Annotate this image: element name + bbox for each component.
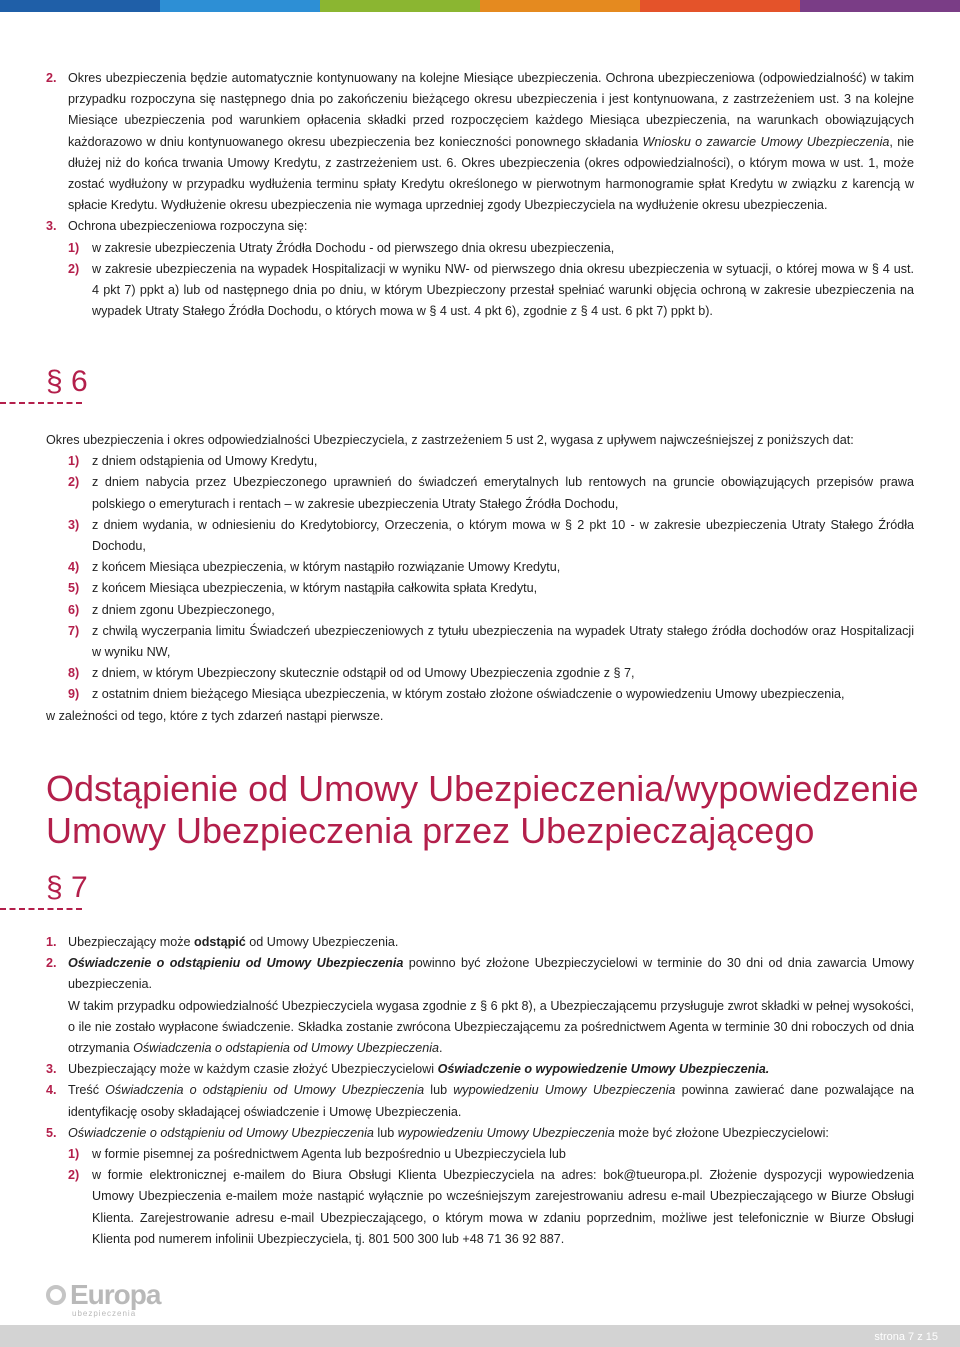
text-run-bold-italic: Oświadczenie o wypowiedzenie Umowy Ubezpieczenia. xyxy=(437,1062,770,1077)
list-item xyxy=(68,1144,914,1165)
text-run-italic: Oświadczenia o odstąpieniu od Umowy Ubezpieczenia xyxy=(105,1083,425,1098)
list-item-text: w formie elektronicznej e-mailem do Biura Obsługi Klienta Ubezpieczyciela na adres: bok@tueuropa.pl. Złożenie dyspozycji wypowiedzenia Umowy Ubezpieczenia e-mailem może nastąpić wyłącznie po wcześniejszym zarejestrowaniu adresu e-mail Ubezpieczającego w Biurze Obsługi Klienta. Zarejestrowanie adresu e-mail Ubezpieczającego, o którym mowa w zdaniu poprzednim, możliwe jest telefonicznie w Biurze Obsługi Klienta pod numerem infolinii Ubezpieczyciela, tj. 801 500 300 lub +48 71 36 92 887. xyxy=(92,1168,914,1246)
list-item-number: 1) xyxy=(68,454,80,469)
bar-segment-blue xyxy=(0,0,160,12)
text-run: Ubezpieczający może xyxy=(68,935,194,949)
s7-paragraph-5 xyxy=(46,1123,914,1144)
text-run: powinno być złożone Ubezpieczycielowi w terminie do 30 dni od dnia zawarcia Umowy ubezpieczenia. xyxy=(68,956,915,992)
paragraph-text xyxy=(68,932,914,953)
section-7-body xyxy=(46,932,914,1250)
paragraph-text xyxy=(68,68,914,216)
bar-segment-green xyxy=(320,0,480,12)
list-item-number: 2) xyxy=(68,1168,80,1183)
list-item xyxy=(68,238,914,259)
paragraph-number: 2. xyxy=(46,956,57,971)
paragraph-text xyxy=(68,1080,914,1122)
europa-logo xyxy=(46,1279,166,1318)
paragraph-text xyxy=(68,1123,914,1144)
section-7-divider xyxy=(0,908,82,910)
text-run-italic: wypowiedzeniu Umowy Ubezpieczenia xyxy=(397,1125,615,1140)
list-item xyxy=(68,1165,914,1250)
text-run-italic: wypowiedzeniu Umowy Ubezpieczenia xyxy=(453,1083,676,1098)
list-item-number: 9) xyxy=(68,687,80,702)
bar-segment-red xyxy=(640,0,800,12)
section-6-outro: w zależności od tego, które z tych zdarzeń nastąpi pierwsze. xyxy=(46,708,384,723)
list-item-number: 4) xyxy=(68,560,80,575)
list-item xyxy=(68,684,914,705)
s7-paragraph-3 xyxy=(46,1059,914,1080)
s7-paragraph-2 xyxy=(46,953,914,995)
paragraph-number: 2. xyxy=(46,71,57,85)
paragraph-text xyxy=(68,1059,914,1080)
list-item-number: 1) xyxy=(68,240,80,255)
text-run: Ubezpieczający może w każdym czasie złożyć Ubezpieczycielowi xyxy=(68,1062,438,1077)
top-color-bar xyxy=(0,0,960,12)
text-run: Okres ubezpieczenia będzie automatycznie kontynuowany na kolejne Miesiące ubezpieczenia. Ochrona ubezpieczeniowa (odpowiedzialność) w takim przypadku rozpoczyna się następnego dnia po zakończeniu bieżącego okresu ubezpieczenia i jest kontynuowana, z zastrzeżeniem ust. 3 na kolejne Miesiące ubezpieczenia pod warunkiem opłacenia składki przed rozpoczęciem każdego Miesiąca ubezpieczenia, na warunkach obowiązujących każdorazowo w dniu kontynuowanego okresu ubezpieczenia bez konieczności ponownego składania xyxy=(68,71,914,149)
list-item xyxy=(68,472,914,514)
s7-paragraph-1 xyxy=(46,932,914,953)
list-item-text: z ostatnim dniem bieżącego Miesiąca ubezpieczenia, w którym zostało złożone oświadczenie o wypowiedzeniu Umowy ubezpieczenia, xyxy=(92,687,845,702)
paragraph-text xyxy=(68,953,914,995)
text-run-bold-italic: Oświadczenie o odstąpieniu od Umowy Ubezpieczenia xyxy=(68,956,404,971)
page-number: strona 7 z 15 xyxy=(874,1331,938,1343)
list-item-text: w formie pisemnej za pośrednictwem Agenta lub bezpośrednio u Ubezpieczyciela lub xyxy=(92,1147,566,1162)
list-item-text: z dniem, w którym Ubezpieczony skutecznie odstąpił od od Umowy Ubezpieczenia zgodnie z § 7, xyxy=(92,666,635,681)
text-run: , nie dłużej niż do końca trwania Umowy Kredytu, z zastrzeżeniem ust. 6. Okres ubezpieczenia (okres odpowiedzialności), o którym mowa w ust. 1, może zostać wydłużony w przypadku wydłużenia terminu spłaty Kredytu określonego w pierwotnym harmonogramie spłat Kredytu w związku z karencją w spłacie Kredytu. Wydłużenie okresu ubezpieczenia nie wymaga uprzedniej zgody Ubezpieczyciela na wydłużenie okresu ubezpieczenia. xyxy=(68,134,915,213)
bar-segment-purple xyxy=(800,0,960,12)
logo-wordmark: Europa xyxy=(70,1279,161,1310)
text-run-bold: odstąpić xyxy=(194,935,246,949)
list-item-number: 7) xyxy=(68,623,80,638)
list-item-text: z dniem nabycia przez Ubezpieczonego uprawnień do świadczeń emerytalnych lub rentowych na gruncie obowiązujących przepisów prawa polskiego o emeryturach i rentach – w zakresie ubezpieczenia Utraty Stałego Źródła Dochodu, xyxy=(92,475,914,511)
list-item-number: 3) xyxy=(68,517,80,532)
section-heading xyxy=(46,768,926,852)
paragraph-text: Ochrona ubezpieczeniowa rozpoczyna się: xyxy=(68,219,308,234)
paragraph-number: 1. xyxy=(46,935,57,949)
paragraph-3 xyxy=(46,216,914,237)
list-item-number: 2) xyxy=(68,261,80,276)
logo-icon xyxy=(46,1285,66,1305)
paragraph-2 xyxy=(46,68,914,216)
list-item xyxy=(68,663,914,684)
bar-segment-orange xyxy=(480,0,640,12)
list-item xyxy=(68,451,914,472)
section-5-continuation xyxy=(46,68,914,322)
text-run: lub xyxy=(373,1125,398,1140)
heading-line-1: Odstąpienie od Umowy Ubezpieczenia/wypowiedzenie xyxy=(46,768,919,809)
list-item-number: 8) xyxy=(68,666,80,681)
list-item xyxy=(68,621,914,663)
list-item-text: z dniem zgonu Ubezpieczonego, xyxy=(92,602,275,617)
list-item-text: z końcem Miesiąca ubezpieczenia, w którym nastąpiła całkowita spłata Kredytu, xyxy=(92,581,538,596)
list-item-number: 5) xyxy=(68,581,80,596)
section-6-intro: Okres ubezpieczenia i okres odpowiedzialności Ubezpieczyciela, z zastrzeżeniem 5 ust 2, wygasa z upływem najwcześniejszej z poniższych dat: xyxy=(46,433,854,447)
footer-bar xyxy=(0,1325,960,1347)
bar-segment-lightblue xyxy=(160,0,320,12)
list-item xyxy=(68,600,914,621)
list-item xyxy=(68,259,914,323)
text-run: lub xyxy=(424,1083,454,1098)
text-run: . xyxy=(439,1041,443,1056)
text-run: od Umowy Ubezpieczenia. xyxy=(245,935,399,949)
list-item-text: z dniem wydania, w odniesieniu do Kredytobiorcy, Orzeczenia, o którym mowa w § 2 pkt 10 - w zakresie ubezpieczenia Utraty Stałego Źródła Dochodu, xyxy=(92,517,914,554)
text-run: W takim przypadku odpowiedzialność Ubezpieczyciela wygasa zgodnie z § 6 pkt 8), a Ubezpieczającemu przysługuje zwrot składki w pełnej wysokości, o ile nie zostało wypłacone świadczenie. Składka zostanie zwrócona Ubezpieczającemu za pośrednictwem Agenta w terminie 30 dni roboczych od dnia otrzymania xyxy=(68,998,914,1056)
list-item-text: z chwilą wyczerpania limitu Świadczeń ubezpieczeniowych z tytułu ubezpieczenia na wypadek Utraty stałego źródła dochodów oraz Hospitalizacji w wyniku NW, xyxy=(92,623,914,660)
s7-paragraph-2-cont xyxy=(68,996,914,1060)
paragraph-number: 3. xyxy=(46,219,57,234)
list-item-number: 6) xyxy=(68,602,80,617)
list-item xyxy=(68,515,914,557)
section-6-label: § 6 xyxy=(46,365,88,398)
section-6-divider xyxy=(0,402,82,404)
heading-line-2: Umowy Ubezpieczenia przez Ubezpieczającego xyxy=(46,810,815,851)
text-run: Treść xyxy=(68,1083,106,1098)
section-6-body xyxy=(46,430,914,727)
s7-paragraph-4 xyxy=(46,1080,914,1122)
text-run-italic: Oświadczenia o odstapienia od Umowy Ubezpieczenia xyxy=(133,1041,440,1056)
list-item-number: 2) xyxy=(68,475,80,490)
paragraph-number: 5. xyxy=(46,1125,57,1140)
list-item-text: w zakresie ubezpieczenia na wypadek Hospitalizacji w wyniku NW- od pierwszego dnia okresu ubezpieczenia w sytuacji, o której mowa w § 4 ust. 4 pkt 7) ppkt a) lub od następnego dnia po dniu, w którym Ubezpieczony przestał spełniać warunki objęcia ochroną w zakresie ubezpieczenia na wypadek Utraty Stałego Źródła Dochodu, o których mowa w § 4 ust. 4 pkt 6), zgodnie z § 4 ust. 6 pkt 7) ppkt b). xyxy=(92,261,914,319)
list-item-text: w zakresie ubezpieczenia Utraty Źródła Dochodu - od pierwszego dnia okresu ubezpieczenia, xyxy=(92,240,615,255)
logo-subtitle: ubezpieczenia xyxy=(72,1309,137,1318)
text-run: powinna zawierać dane pozwalające na identyfikację osoby składającej oświadczenie i Umowę Ubezpieczenia. xyxy=(68,1083,914,1119)
list-item-text: z dniem odstąpienia od Umowy Kredytu, xyxy=(92,454,318,469)
text-run-italic: Oświadczenie o odstąpieniu od Umowy Ubezpieczenia xyxy=(68,1125,374,1140)
paragraph-number: 4. xyxy=(46,1083,57,1098)
list-item-text: z końcem Miesiąca ubezpieczenia, w którym nastąpiło rozwiązanie Umowy Kredytu, xyxy=(92,560,561,575)
list-item xyxy=(68,557,914,578)
paragraph-number: 3. xyxy=(46,1062,57,1077)
text-run: może być złożone Ubezpieczycielowi: xyxy=(614,1125,829,1140)
section-7-label: § 7 xyxy=(46,871,88,904)
list-item xyxy=(68,578,914,599)
text-run-italic: Wniosku o zawarcie Umowy Ubezpieczenia xyxy=(642,134,890,149)
list-item-number: 1) xyxy=(68,1147,80,1162)
